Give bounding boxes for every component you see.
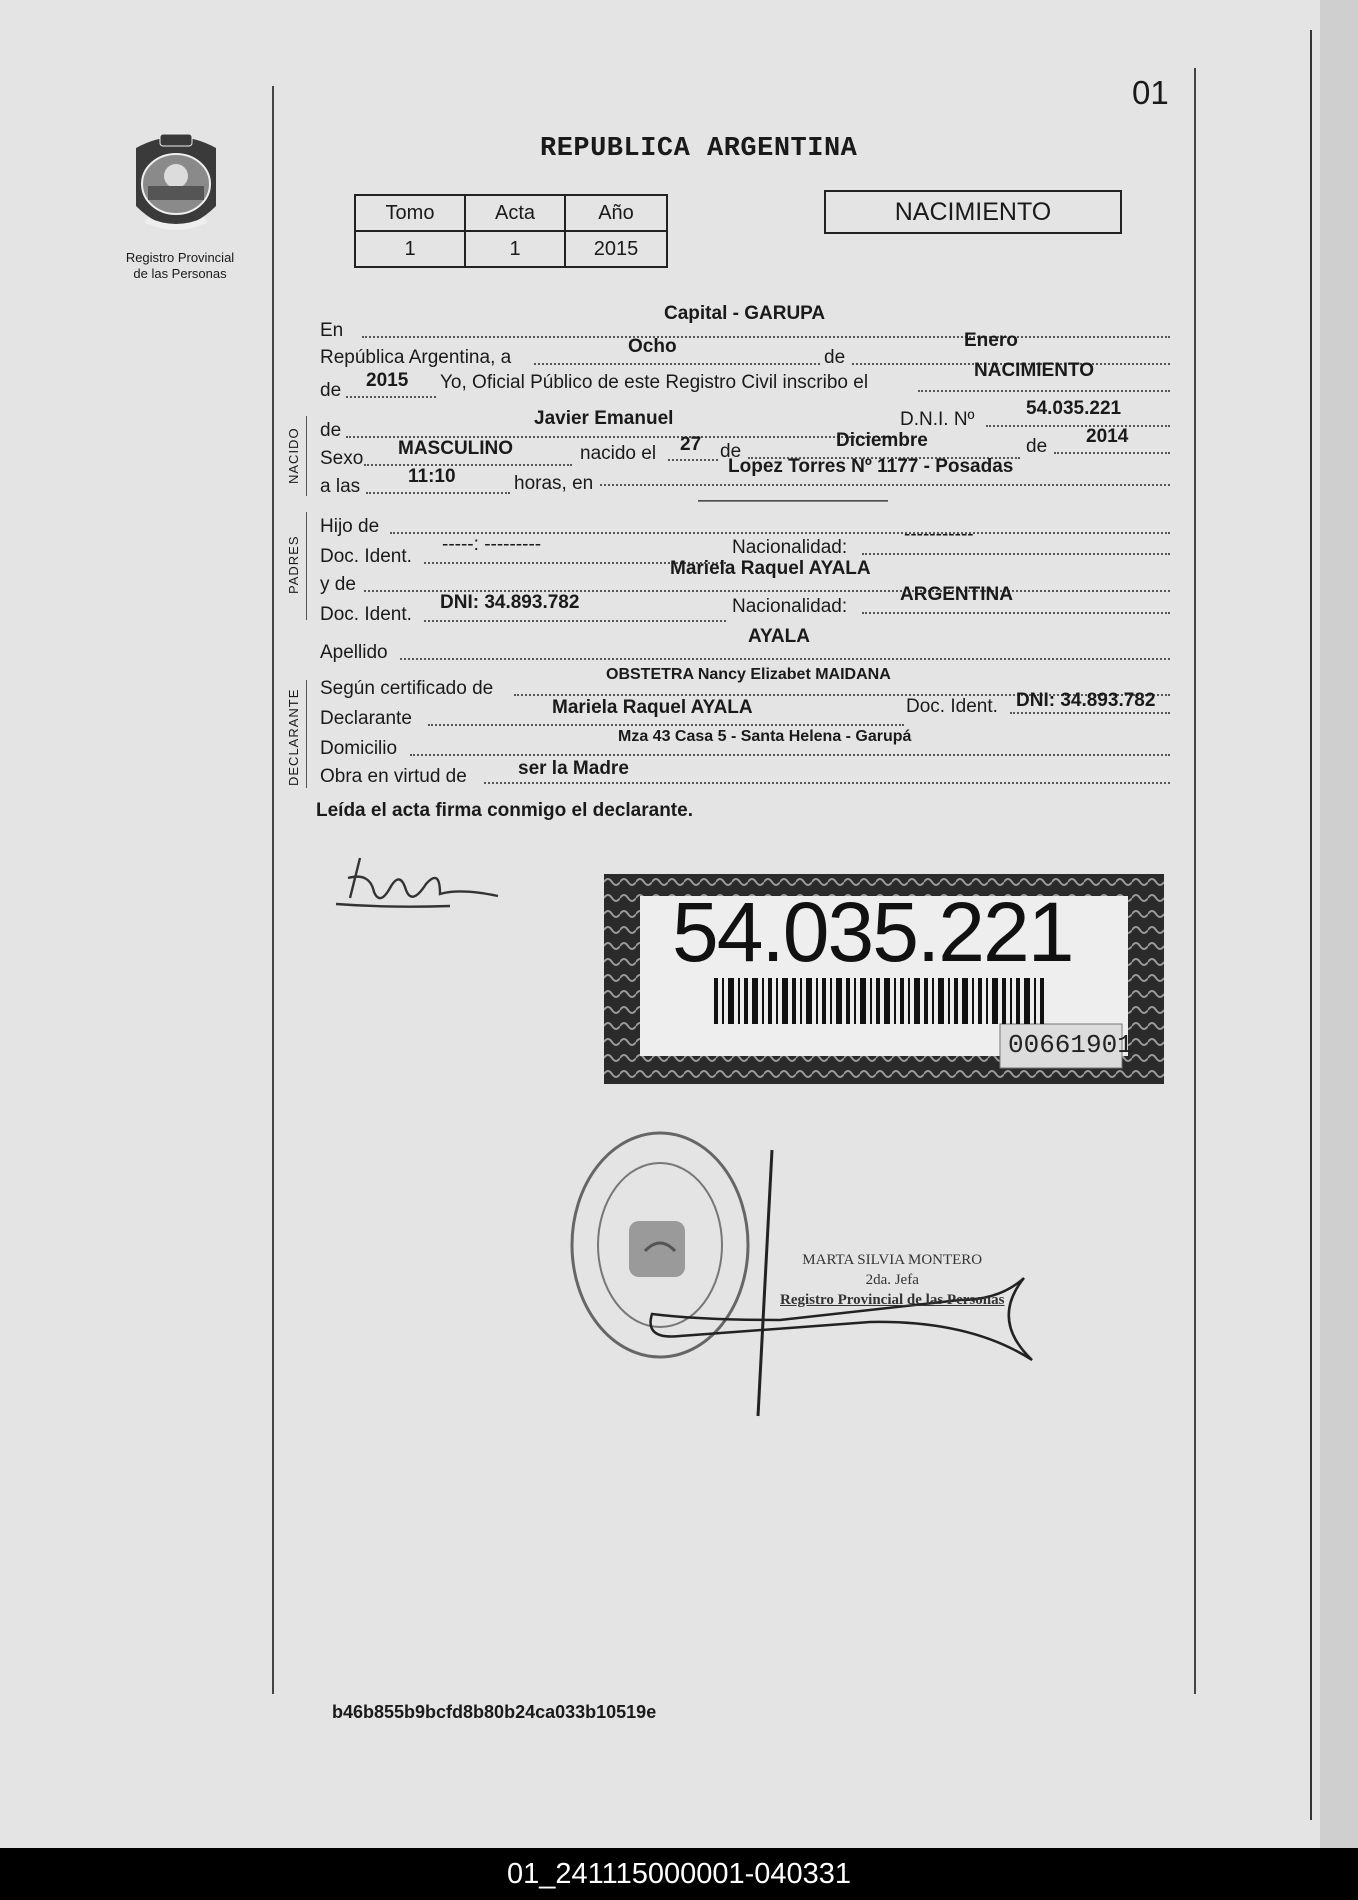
alas-label: a las [320, 476, 361, 497]
anio-header: Año [565, 195, 667, 231]
register-table [354, 194, 668, 268]
nacido-tag: NACIDO [286, 427, 301, 484]
birth-month-value: Diciembre [836, 430, 928, 451]
declarante-label: Declarante [320, 708, 412, 729]
official-stamp-text [780, 1250, 1004, 1310]
mother-doc-value: DNI: 34.893.782 [440, 592, 580, 613]
register-value-row [355, 231, 667, 267]
dotted-line [362, 336, 1170, 338]
dotted-line [668, 459, 718, 461]
declarant-signature [330, 848, 506, 918]
mother-name-value: Mariela Raquel AYALA [670, 558, 871, 579]
issuer-line1: Registro Provincial [125, 250, 235, 265]
official-office: Registro Provincial de las Personas [780, 1292, 1005, 1308]
father-nationality-value: ----------- [904, 524, 974, 545]
section-bracket [306, 416, 307, 496]
dotted-line [364, 464, 572, 466]
address-value: Mza 43 Casa 5 - Santa Helena - Garupá [618, 728, 912, 745]
acta-header: Acta [465, 195, 565, 231]
left-margin-line [272, 86, 274, 1694]
de2-label: de [720, 441, 742, 462]
year-value: 2015 [366, 370, 409, 391]
certificado-label: Según certificado de [320, 678, 494, 699]
official-name: MARTA SILVIA MONTERO [802, 1252, 983, 1268]
document-title: REPUBLICA ARGENTINA [540, 134, 858, 164]
dotted-line [424, 620, 726, 622]
domicilio-label: Domicilio [320, 738, 398, 759]
official-role: 2da. Jefa [865, 1272, 919, 1288]
document-hash: b46b855b9bcfd8b80b24ca033b10519e [332, 1702, 657, 1722]
declarant-doc-value: DNI: 34.893.782 [1016, 690, 1156, 711]
sticker-serial: 00661901 [1008, 1030, 1133, 1060]
certificate-value: OBSTETRA Nancy Elizabet MAIDANA [606, 666, 891, 683]
register-header-row [355, 195, 667, 231]
dotted-line [862, 553, 1170, 555]
oficial-text: Yo, Oficial Público de este Registro Civil inscribo el [440, 372, 869, 393]
provincial-seal-icon [118, 128, 234, 244]
tomo-value: 1 [355, 231, 465, 267]
dotted-line [600, 484, 1170, 486]
de3-label: de [1026, 436, 1048, 457]
issuer-caption [100, 250, 260, 282]
dotted-line [410, 754, 1170, 756]
docident2-label: Doc. Ident. [320, 604, 412, 625]
de-label: de [824, 347, 846, 368]
dotted-line [484, 782, 1170, 784]
dotted-line [918, 390, 1170, 392]
dotted-line [862, 612, 1170, 614]
nacionalidad2-label: Nacionalidad: [732, 596, 848, 617]
father-value: —————————— [698, 490, 888, 511]
sexo-label: Sexo [320, 448, 364, 469]
closing-statement: Leída el acta firma conmigo el declarante. [316, 800, 693, 821]
acta-value: 1 [465, 231, 565, 267]
father-doc-value: -----: --------- [442, 534, 542, 555]
mother-nationality-value: ARGENTINA [900, 584, 1013, 605]
page-number: 01 [1132, 74, 1169, 111]
name-de-label: de [320, 420, 342, 441]
hijo-label: Hijo de [320, 516, 380, 537]
surname-value: AYALA [748, 626, 810, 647]
dotted-line [534, 363, 820, 365]
padres-tag: PADRES [286, 535, 301, 594]
nacionalidad1-label: Nacionalidad: [732, 537, 848, 558]
declarante-tag: DECLARANTE [286, 688, 301, 786]
dotted-line [400, 658, 1170, 660]
birth-year-value: 2014 [1086, 426, 1129, 447]
tomo-header: Tomo [355, 195, 465, 231]
obra-label: Obra en virtud de [320, 766, 467, 787]
file-id-bar: 01_241115000001-040331 [0, 1848, 1358, 1900]
docident3-label: Doc. Ident. [906, 696, 998, 717]
dotted-line [346, 396, 436, 398]
birth-day-value: 27 [680, 434, 702, 455]
dni-value: 54.035.221 [1026, 398, 1122, 419]
section-bracket [306, 512, 307, 620]
declarant-name-value: Mariela Raquel AYALA [552, 697, 753, 718]
dotted-line [366, 492, 510, 494]
sticker-number: 54.035.221 [672, 885, 1073, 979]
apellido-label: Apellido [320, 642, 388, 663]
day-value: Ocho [628, 336, 677, 357]
barcode-icon [714, 978, 1044, 1024]
dotted-line [1054, 452, 1170, 454]
sexo-value: MASCULINO [398, 438, 514, 459]
dotted-line [1010, 712, 1170, 714]
yde-label: y de [320, 574, 356, 595]
horas-label: horas, en [514, 473, 594, 494]
place-value: Capital - GARUPA [664, 303, 826, 324]
year-prefix-label: de [320, 380, 342, 401]
month-value: Enero [964, 330, 1018, 351]
section-bracket [306, 680, 307, 788]
inscription-value: NACIMIENTO [974, 360, 1094, 381]
dotted-line [986, 425, 1170, 427]
child-name-value: Javier Emanuel [534, 408, 674, 429]
dni-label: D.N.I. Nº [900, 409, 975, 430]
anio-value: 2015 [565, 231, 667, 267]
reason-value: ser la Madre [518, 758, 629, 779]
nacido-label: nacido el [580, 443, 657, 464]
page-edge [1320, 0, 1358, 1848]
republica-label: República Argentina, a [320, 347, 512, 368]
right-margin-line [1194, 68, 1196, 1694]
record-type-box: NACIMIENTO [824, 190, 1122, 234]
issuer-line2: de las Personas [133, 266, 227, 281]
docident1-label: Doc. Ident. [320, 546, 412, 567]
en-label: En [320, 320, 344, 341]
page-edge-line [1310, 30, 1312, 1820]
birthplace-value: Lopez Torres Nº 1177 - Posadas [728, 456, 1014, 477]
dotted-line [428, 724, 904, 726]
hora-value: 11:10 [408, 466, 456, 487]
